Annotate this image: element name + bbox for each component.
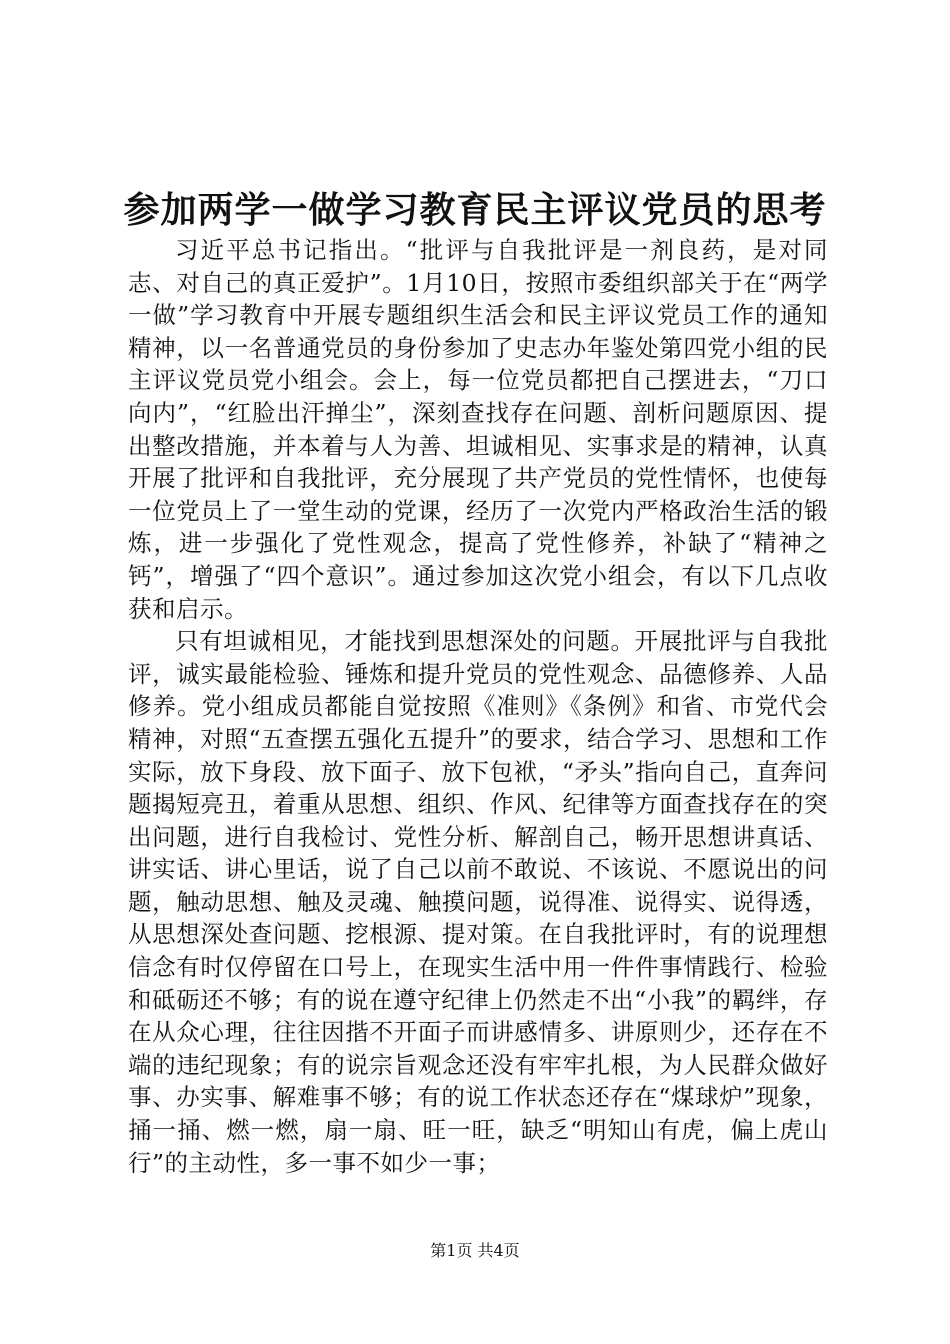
paragraph: 习近平总书记指出。“批评与自我批评是一剂良药，是对同志、对自己的真正爱护”。1月10日，按照市委组织部关于在“两学一做”学习教育中开展专题组织生活会和民主评议党员工作的通知精神，以一名普通党员的身份参加了史志办年鉴处第四党小组的民主评议党员党小组会。会上，每一位党员都把自己摆进去，“刀口向内”，“红脸出汗掸尘”，深刻查找存在问题、剖析问题原因、提出整改措施，并本着与人为善、坦诚相见、实事求是的精神，认真开展了批评和自我批评，充分展现了共产党员的党性情怀，也使每一位党员上了一堂生动的党课，经历了一次党内严格政治生活的锻炼，进一步强化了党性观念，提高了党性修养，补缺了“精神之钙”，增强了“四个意识”。通过参加这次党小组会，有以下几点收获和启示。 [128, 236, 828, 623]
document-title: 参加两学一做学习教育民主评议党员的思考 [123, 189, 827, 231]
document-body [128, 234, 828, 1179]
paragraph: 只有坦诚相见，才能找到思想深处的问题。开展批评与自我批评，诚实最能检验、锤炼和提升党员的党性观念、品德修养、人品修养。党小组成员都能自觉按照《准则》《条例》和省、市党代会精神，对照“五查摆五强化五提升”的要求，结合学习、思想和工作实际，放下身段、放下面子、放下包袱，“矛头”指向自己，直奔问题揭短亮丑，着重从思想、组织、作风、纪律等方面查找存在的突出问题，进行自我检讨、党性分析、解剖自己，畅开思想讲真话、讲实话、讲心里话，说了自己以前不敢说、不该说、不愿说出的问题，触动思想、触及灵魂、触摸问题，说得准、说得实、说得透，从思想深处查问题、挖根源、提对策。在自我批评时，有的说理想信念有时仅停留在口号上，在现实生活中用一件件事情践行、检验和砥砺还不够；有的说在遵守纪律上仍然走不出“小我”的羁绊，存在从众心理，往往因揩不开面子而讲感情多、讲原则少，还存在不端的违纪现象；有的说宗旨观念还没有牢牢扎根，为人民群众做好事、办实事、解难事不够；有的说工作状态还存在“煤球炉”现象，捅一捅、燃一燃，扇一扇、旺一旺，缺乏“明知山有虎，偏上虎山行”的主动性，多一事不如少一事； [128, 627, 828, 1177]
page-number: 第1页 共4页 [430, 1241, 520, 1260]
